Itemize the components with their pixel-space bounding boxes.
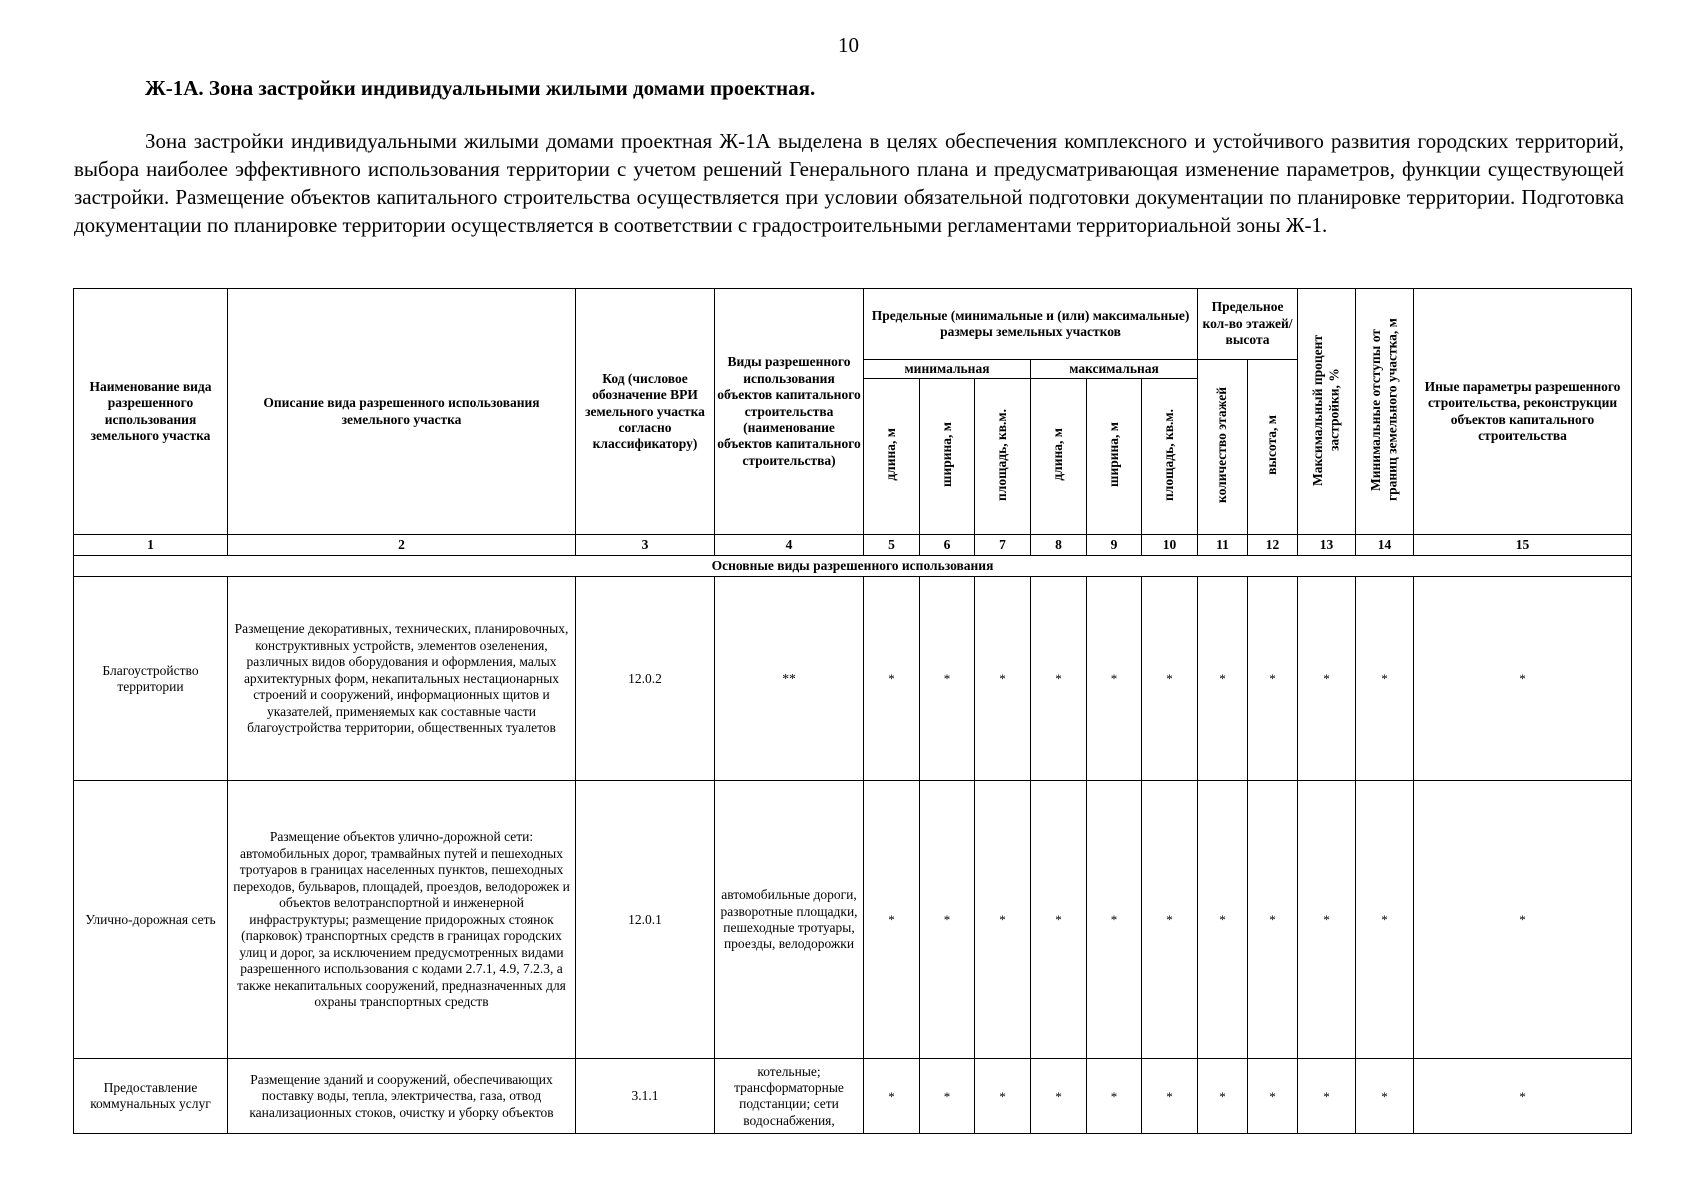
table-row	[74, 1059, 1632, 1134]
column-number: 7	[975, 535, 1031, 556]
header-maximal: максимальная	[1031, 360, 1198, 379]
column-number: 14	[1356, 535, 1414, 556]
row-value: *	[1087, 781, 1142, 1059]
header-min-area: площадь, кв.м.	[975, 379, 1031, 535]
column-number: 11	[1198, 535, 1248, 556]
row-code: 12.0.2	[576, 577, 715, 781]
row-value: *	[1356, 1059, 1414, 1134]
row-value: *	[864, 577, 920, 781]
header-description: Описание вида разрешенного использования земельного участка	[228, 289, 576, 535]
row-code: 12.0.1	[576, 781, 715, 1059]
header-other-params: Иные параметры разрешенного строительства, реконструкции объектов капитального строительства	[1414, 289, 1632, 535]
intro-paragraph: Зона застройки индивидуальными жилыми домами проектная Ж-1А выделена в целях обеспечения комплексного и устойчивого развития городских территорий, выбора наиболее эффективного использования территории с учетом решений Генерального плана и предусматривающая изменение параметров, функции существующей застройки. Размещение объектов капитального строительства осуществляется при условии обязательной подготовки документации по планировке территории. Подготовка документации по планировке территории осуществляется в соответствии с градостроительными регламентами территориальной зоны Ж-1.	[74, 129, 1624, 237]
column-number: 4	[715, 535, 864, 556]
row-value: *	[864, 781, 920, 1059]
column-number: 12	[1248, 535, 1298, 556]
row-description: Размещение зданий и сооружений, обеспечивающих поставку воды, тепла, электричества, газа, отвод канализационных стоков, очистку и уборку объектов	[228, 1059, 576, 1134]
column-number: 6	[920, 535, 975, 556]
section-row	[74, 556, 1632, 577]
row-value: *	[864, 1059, 920, 1134]
header-min-setbacks: Минимальные отступы от границ земельного участка, м	[1356, 289, 1414, 535]
header-max-area: площадь, кв.м.	[1142, 379, 1198, 535]
header-plot-limits: Предельные (минимальные и (или) максимальные) размеры земельных участков	[864, 289, 1198, 360]
row-value: *	[920, 577, 975, 781]
column-number: 8	[1031, 535, 1087, 556]
column-number: 15	[1414, 535, 1632, 556]
column-number: 10	[1142, 535, 1198, 556]
page-number: 10	[838, 33, 859, 57]
column-number: 2	[228, 535, 576, 556]
row-value: *	[1198, 577, 1248, 781]
row-description: Размещение объектов улично-дорожной сети: автомобильных дорог, трамвайных путей и пешеходных тротуаров в границах населенных пунктов, пешеходных переходов, бульваров, площадей, проездов, велодорожек и объектов велотранспортной и инженерной инфраструктуры; размещение придорожных стоянок (парковок) транспортных средств в границах городских улиц и дорог, за исключением предусмотренных видами разрешенного использования с кодами 2.7.1, 4.9, 7.2.3, а также некапитальных сооружений, предназначенных для охраны транспортных средств	[228, 781, 576, 1059]
section-title: Основные виды разрешенного использования	[74, 556, 1632, 577]
row-value: *	[1414, 1059, 1632, 1134]
column-number: 13	[1298, 535, 1356, 556]
column-number: 5	[864, 535, 920, 556]
row-value: *	[1298, 1059, 1356, 1134]
header-max-length: длина, м	[1031, 379, 1087, 535]
row-code: 3.1.1	[576, 1059, 715, 1134]
row-value: *	[1031, 577, 1087, 781]
column-number: 3	[576, 535, 715, 556]
row-value: *	[1248, 781, 1298, 1059]
header-min-width: ширина, м	[920, 379, 975, 535]
row-objects: **	[715, 577, 864, 781]
column-number: 9	[1087, 535, 1142, 556]
header-max-width: ширина, м	[1087, 379, 1142, 535]
header-max-percent: Максимальный процент застройки, %	[1298, 289, 1356, 535]
table-row	[74, 781, 1632, 1059]
row-objects: автомобильные дороги, разворотные площадки, пешеходные тротуары, проезды, велодорожки	[715, 781, 864, 1059]
header-height: высота, м	[1248, 360, 1298, 535]
row-description: Размещение декоративных, технических, планировочных, конструктивных устройств, элементов озеленения, различных видов оборудования и оформления, малых архитектурных форм, некапитальных нестационарных строений и сооружений, информационных щитов и указателей, применяемых как составные части благоустройства территории, общественных туалетов	[228, 577, 576, 781]
row-value: *	[1356, 577, 1414, 781]
header-floors-count: количество этажей	[1198, 360, 1248, 535]
header-min-length: длина, м	[864, 379, 920, 535]
row-value: *	[920, 781, 975, 1059]
regulations-table	[73, 288, 1632, 1134]
row-value: *	[1031, 1059, 1087, 1134]
row-value: *	[1087, 1059, 1142, 1134]
header-name: Наименование вида разрешенного использования земельного участка	[74, 289, 228, 535]
row-value: *	[1142, 1059, 1198, 1134]
row-value: *	[1142, 781, 1198, 1059]
row-value: *	[1198, 1059, 1248, 1134]
row-value: *	[1248, 577, 1298, 781]
row-name: Предоставление коммунальных услуг	[74, 1059, 228, 1134]
row-value: *	[1142, 577, 1198, 781]
row-value: *	[1298, 781, 1356, 1059]
row-objects: котельные; трансформаторные подстанции; сети водоснабжения,	[715, 1059, 864, 1134]
row-value: *	[1414, 781, 1632, 1059]
row-name: Благоустройство территории	[74, 577, 228, 781]
row-name: Улично-дорожная сеть	[74, 781, 228, 1059]
column-number: 1	[74, 535, 228, 556]
row-value: *	[975, 577, 1031, 781]
row-value: *	[1356, 781, 1414, 1059]
table-row	[74, 577, 1632, 781]
row-value: *	[975, 1059, 1031, 1134]
row-value: *	[1087, 577, 1142, 781]
row-value: *	[1414, 577, 1632, 781]
row-value: *	[1198, 781, 1248, 1059]
row-value: *	[920, 1059, 975, 1134]
zone-title: Ж-1А. Зона застройки индивидуальными жилыми домами проектная.	[145, 76, 816, 100]
header-object-types: Виды разрешенного использования объектов капитального строительства (наименование объектов капитального строительства)	[715, 289, 864, 535]
row-value: *	[1031, 781, 1087, 1059]
header-floors-height: Предельное кол-во этажей/ высота	[1198, 289, 1298, 360]
header-code: Код (числовое обозначение ВРИ земельного участка согласно классификатору)	[576, 289, 715, 535]
column-number-row	[74, 535, 1632, 556]
row-value: *	[1248, 1059, 1298, 1134]
row-value: *	[975, 781, 1031, 1059]
row-value: *	[1298, 577, 1356, 781]
header-minimal: минимальная	[864, 360, 1031, 379]
